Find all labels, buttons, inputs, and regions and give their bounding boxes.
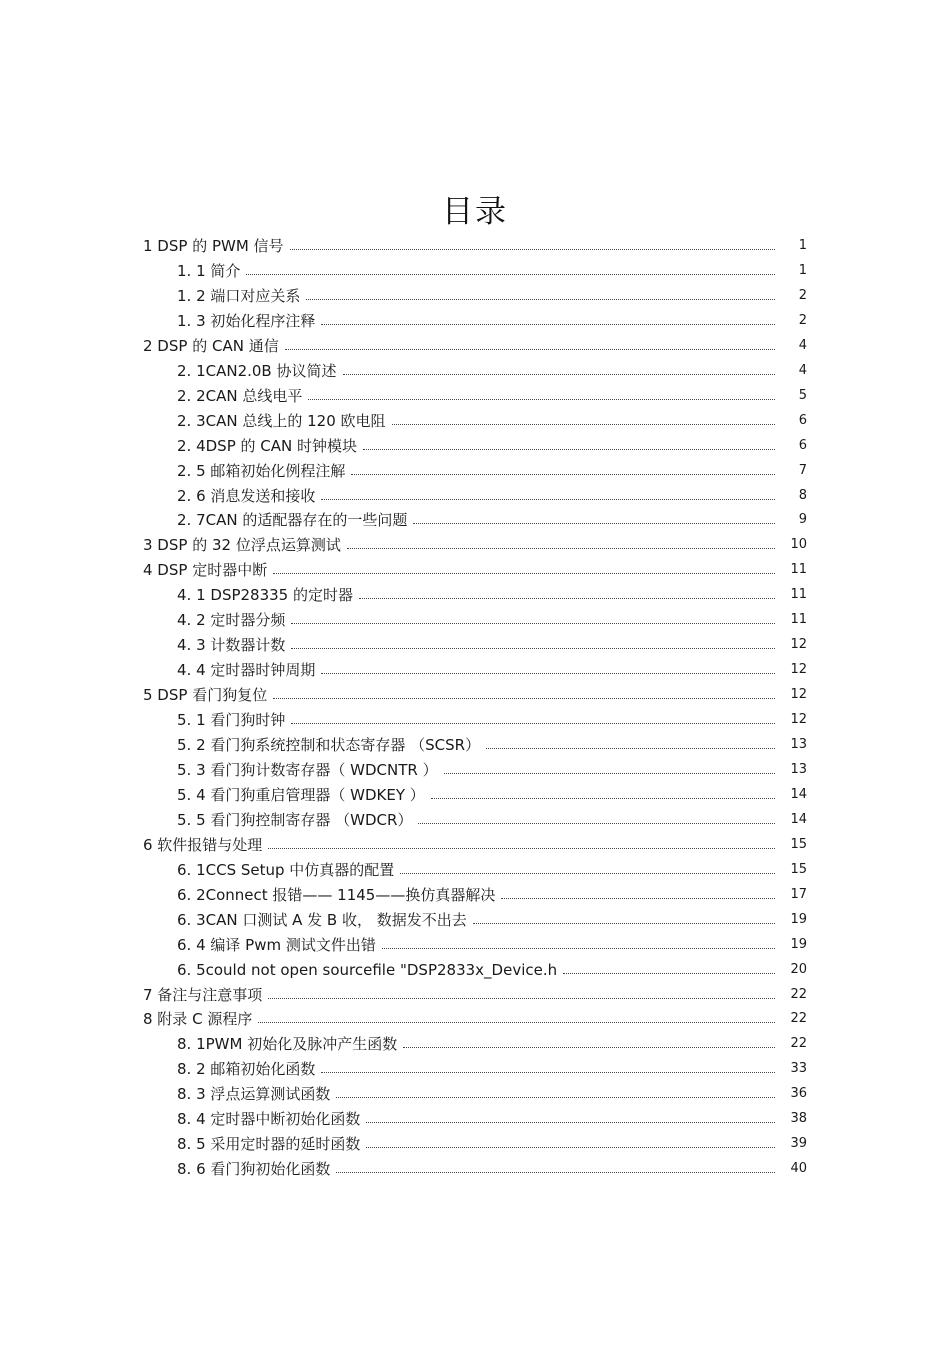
toc-page-number: 2 (798, 287, 807, 303)
dot-leader (431, 798, 775, 799)
toc-entry-label: 4. 4 定时器时钟周期 (177, 661, 316, 680)
toc-section-entry[interactable] (177, 431, 807, 455)
dot-leader (501, 898, 775, 899)
toc-entry-label: 5 DSP 看门狗复位 (143, 686, 268, 705)
toc-page-number: 15 (790, 836, 807, 852)
toc-entry-label: 8 附录 C 源程序 (143, 1010, 253, 1029)
toc-chapter-entry[interactable] (143, 530, 807, 554)
toc-page-number: 19 (790, 936, 807, 952)
dot-leader (273, 698, 775, 699)
toc-entry-label: 8. 6 看门狗初始化函数 (177, 1160, 331, 1179)
toc-entry-label: 5. 4 看门狗重启管理器（ WDKEY ） (177, 785, 425, 804)
toc-section-entry[interactable] (177, 905, 807, 929)
toc-page-number: 8 (798, 487, 807, 503)
toc-page-number: 5 (798, 387, 807, 403)
toc-section-entry[interactable] (177, 256, 807, 280)
dot-leader (285, 349, 775, 350)
toc-entry-label: 2. 5 邮箱初始化例程注解 (177, 461, 346, 480)
toc-chapter-entry[interactable] (143, 980, 807, 1004)
toc-section-entry[interactable] (177, 505, 807, 529)
toc-page-number: 36 (790, 1086, 807, 1102)
toc-page-number: 12 (790, 712, 807, 728)
toc-page-number: 14 (790, 811, 807, 827)
toc-entry-label: 1. 2 端口对应关系 (177, 286, 301, 305)
toc-page-number: 9 (798, 512, 807, 528)
dot-leader (268, 998, 775, 999)
toc-chapter-entry[interactable] (143, 231, 807, 255)
toc-chapter-entry[interactable] (143, 1004, 807, 1028)
dot-leader (366, 1147, 775, 1148)
toc-page-number: 1 (798, 262, 807, 278)
toc-section-entry[interactable] (177, 1104, 807, 1128)
dot-leader (306, 299, 775, 300)
dot-leader (273, 573, 775, 574)
toc-section-entry[interactable] (177, 630, 807, 654)
toc-section-entry[interactable] (177, 605, 807, 629)
toc-entry-label: 4. 1 DSP28335 的定时器 (177, 586, 353, 605)
toc-page-number: 22 (790, 1011, 807, 1027)
dot-leader (351, 474, 775, 475)
toc-title: 目录 (442, 194, 508, 230)
toc-page-number: 4 (798, 337, 807, 353)
toc-entry-label: 8. 4 定时器中断初始化函数 (177, 1110, 361, 1129)
dot-leader (308, 399, 775, 400)
dot-leader (400, 873, 775, 874)
toc-page-number: 11 (790, 612, 807, 628)
toc-entry-label: 1. 1 简介 (177, 261, 241, 280)
dot-leader (291, 723, 775, 724)
toc-page-number: 2 (798, 312, 807, 328)
toc-section-entry[interactable] (177, 755, 807, 779)
dot-leader (413, 523, 775, 524)
toc-entry-label: 8. 1PWM 初始化及脉冲产生函数 (177, 1035, 398, 1054)
toc-entry-label: 4. 3 计数器计数 (177, 636, 286, 655)
toc-section-entry[interactable] (177, 955, 807, 979)
toc-entry-label: 1 DSP 的 PWM 信号 (143, 237, 284, 255)
toc-section-entry[interactable] (177, 655, 807, 679)
dot-leader (291, 623, 775, 624)
toc-page-number: 22 (790, 1036, 807, 1052)
dot-leader (444, 773, 775, 774)
toc-chapter-entry[interactable] (143, 680, 807, 704)
dot-leader (347, 548, 775, 549)
toc-section-entry[interactable] (177, 1079, 807, 1103)
toc-page-number: 19 (790, 911, 807, 927)
dot-leader (321, 499, 775, 500)
toc-entry-label: 6. 1CCS Setup 中仿真器的配置 (177, 860, 395, 879)
dot-leader (258, 1022, 775, 1023)
toc-section-entry[interactable] (177, 1129, 807, 1153)
toc-section-entry[interactable] (177, 406, 807, 430)
toc-page-number: 12 (790, 637, 807, 653)
toc-page-number: 10 (790, 537, 807, 553)
toc-chapter-entry[interactable] (143, 555, 807, 579)
dot-leader (246, 274, 775, 275)
toc-page-number: 38 (790, 1111, 807, 1127)
dot-leader (363, 449, 775, 450)
toc-page-number: 15 (790, 861, 807, 877)
toc-entry-label: 6. 5could not open sourcefile "DSP2833x_Device.h (177, 960, 558, 979)
dot-leader (321, 324, 775, 325)
dot-leader (403, 1047, 775, 1048)
toc-entry-label: 4. 2 定时器分频 (177, 611, 286, 630)
toc-section-entry[interactable] (177, 730, 807, 754)
toc-section-entry[interactable] (177, 1154, 807, 1178)
dot-leader (359, 598, 775, 599)
toc-entry-label: 5. 1 看门狗时钟 (177, 711, 286, 730)
toc-section-entry[interactable] (177, 880, 807, 904)
toc-section-entry[interactable] (177, 356, 807, 380)
toc-entry-label: 5. 5 看门狗控制寄存器 （WDCR） (177, 810, 413, 829)
toc-entry-label: 8. 3 浮点运算测试函数 (177, 1085, 331, 1104)
toc-entry-label: 2. 4DSP 的 CAN 时钟模块 (177, 436, 358, 455)
dot-leader (321, 673, 775, 674)
toc-entry-label: 2. 1CAN2.0B 协议简述 (177, 361, 337, 380)
dot-leader (291, 648, 775, 649)
toc-page-number: 12 (790, 662, 807, 678)
toc-page-number: 6 (798, 437, 807, 453)
toc-entry-label: 1. 3 初始化程序注释 (177, 311, 316, 330)
toc-section-entry[interactable] (177, 1054, 807, 1078)
toc-entry-label: 6. 4 编译 Pwm 测试文件出错 (177, 935, 376, 954)
toc-section-entry[interactable] (177, 381, 807, 405)
toc-page-number: 40 (790, 1161, 807, 1177)
toc-section-entry[interactable] (177, 930, 807, 954)
toc-chapter-entry[interactable] (143, 830, 807, 854)
toc-page-number: 33 (790, 1061, 807, 1077)
toc-page-number: 14 (790, 786, 807, 802)
dot-leader (343, 374, 776, 375)
toc-section-entry[interactable] (177, 481, 807, 505)
toc-entry-label: 2. 6 消息发送和接收 (177, 486, 316, 505)
toc-entry-label: 2. 3CAN 总线上的 120 欧电阻 (177, 411, 386, 430)
dot-leader (486, 748, 775, 749)
dot-leader (290, 249, 775, 250)
toc-page-number: 7 (798, 462, 807, 478)
toc-section-entry[interactable] (177, 580, 807, 604)
toc-section-entry[interactable] (177, 805, 807, 829)
dot-leader (382, 948, 775, 949)
toc-entry-label: 8. 2 邮箱初始化函数 (177, 1060, 316, 1079)
toc-page-number: 12 (790, 687, 807, 703)
toc-entry-label: 7 备注与注意事项 (143, 985, 263, 1004)
toc-page-number: 20 (790, 961, 807, 977)
dot-leader (392, 424, 775, 425)
dot-leader (321, 1072, 775, 1073)
dot-leader (366, 1122, 775, 1123)
toc-section-entry[interactable] (177, 1029, 807, 1053)
dot-leader (473, 923, 775, 924)
toc-page-number: 13 (790, 737, 807, 752)
toc-page-number: 4 (798, 362, 807, 378)
toc-page-number: 11 (790, 587, 807, 603)
dot-leader (268, 848, 775, 849)
toc-page-number: 17 (790, 886, 807, 902)
dot-leader (563, 973, 775, 974)
toc-page-number: 22 (790, 986, 807, 1002)
dot-leader (418, 823, 775, 824)
toc-entry-label: 5. 2 看门狗系统控制和状态寄存器 （SCSR） (177, 736, 481, 754)
toc-section-entry[interactable] (177, 780, 807, 804)
toc-section-entry[interactable] (177, 855, 807, 879)
toc-page-number: 1 (798, 238, 807, 253)
dot-leader (336, 1172, 775, 1173)
toc-entry-label: 6. 3CAN 口测试 A 发 B 收， 数据发不出去 (177, 910, 467, 929)
toc-section-entry[interactable] (177, 705, 807, 729)
toc-page-number: 6 (798, 412, 807, 428)
toc-entry-label: 3 DSP 的 32 位浮点运算测试 (143, 536, 341, 555)
toc-entry-label: 2. 2CAN 总线电平 (177, 386, 303, 405)
toc-entry-label: 6 软件报错与处理 (143, 835, 263, 854)
toc-entry-label: 5. 3 看门狗计数寄存器（ WDCNTR ） (177, 760, 438, 779)
toc-entry-label: 6. 2Connect 报错—— 1145——换仿真器解决 (177, 885, 496, 904)
toc-section-entry[interactable] (177, 456, 807, 480)
toc-section-entry[interactable] (177, 281, 807, 305)
toc-entry-label: 4 DSP 定时器中断 (143, 561, 268, 580)
toc-entry-label: 2 DSP 的 CAN 通信 (143, 336, 279, 355)
toc-entry-label: 8. 5 采用定时器的延时函数 (177, 1135, 361, 1154)
toc-chapter-entry[interactable] (143, 331, 807, 355)
toc-page-number: 11 (790, 562, 807, 578)
toc-entry-label: 2. 7CAN 的适配器存在的一些问题 (177, 511, 408, 530)
dot-leader (336, 1097, 775, 1098)
toc-section-entry[interactable] (177, 306, 807, 330)
toc-page-number: 13 (790, 761, 807, 777)
toc-page-number: 39 (790, 1136, 807, 1152)
